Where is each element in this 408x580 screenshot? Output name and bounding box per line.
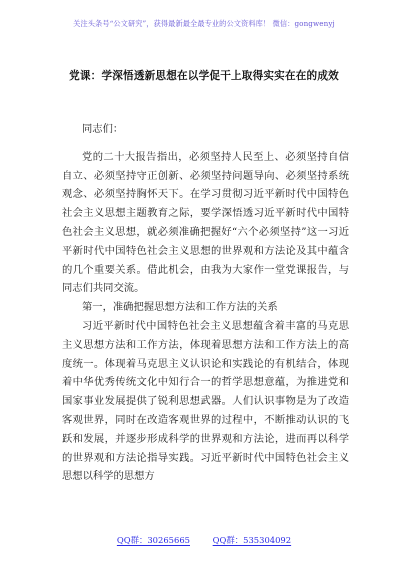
footer-contact: [0, 534, 408, 546]
qq-group-link-2[interactable]: QQ群：535304092: [212, 535, 292, 545]
header-promo-banner: 关注头条号“公文研究”，获得最新最全最专业的公文资料库！ 微信：gongwenyj: [73, 19, 335, 28]
document-title: 党课：学深悟透新思想在以学促干上取得实实在在的成效: [69, 70, 339, 82]
qq-group-link-1[interactable]: QQ群：30265665: [116, 535, 190, 545]
salutation: 同志们：: [82, 123, 124, 135]
body-paragraph: 习近平新时代中国特色社会主义思想蕴含着丰富的马克思主义思想方法和工作方法，体现着思想方法和工作方法上的高度统一。体现着马克思主义认识论和实践论的有机结合，体现着中华优秀传统文化中知行合一的哲学思想意蕴，为推进党和国家事业发展提供了锐利思想武器。人们认识事物是为了改造客观世界，同时在改造客观世界的过程中，不断推动认识的飞跃和发展，并逐步形成科学的世界观和方法论，进而再以科学的世界观和方法论指导实践。习近平新时代中国特色社会主义思想以科学的思想方: [62, 319, 349, 483]
section-heading: 第一，准确把握思想方法和工作方法的关系: [82, 301, 278, 314]
body-paragraph: 党的二十大报告指出，必须坚持人民至上、必须坚持自信自立、必须坚持守正创新、必须坚持问题导向、必须坚持系统观念、必须坚持胸怀天下。在学习贯彻习近平新时代中国特色社会主义思想主题教育之际，要学深悟透习近平新时代中国特色社会主义思想，就必须准确把握好“六个必须坚持”这一习近平新时代中国特色社会主义思想的世界观和方法论及其中蕴含的几个重要关系。借此机会，由我为大家作一堂党课报告，与同志们共同交流。: [62, 150, 349, 295]
document-body: [62, 120, 349, 486]
